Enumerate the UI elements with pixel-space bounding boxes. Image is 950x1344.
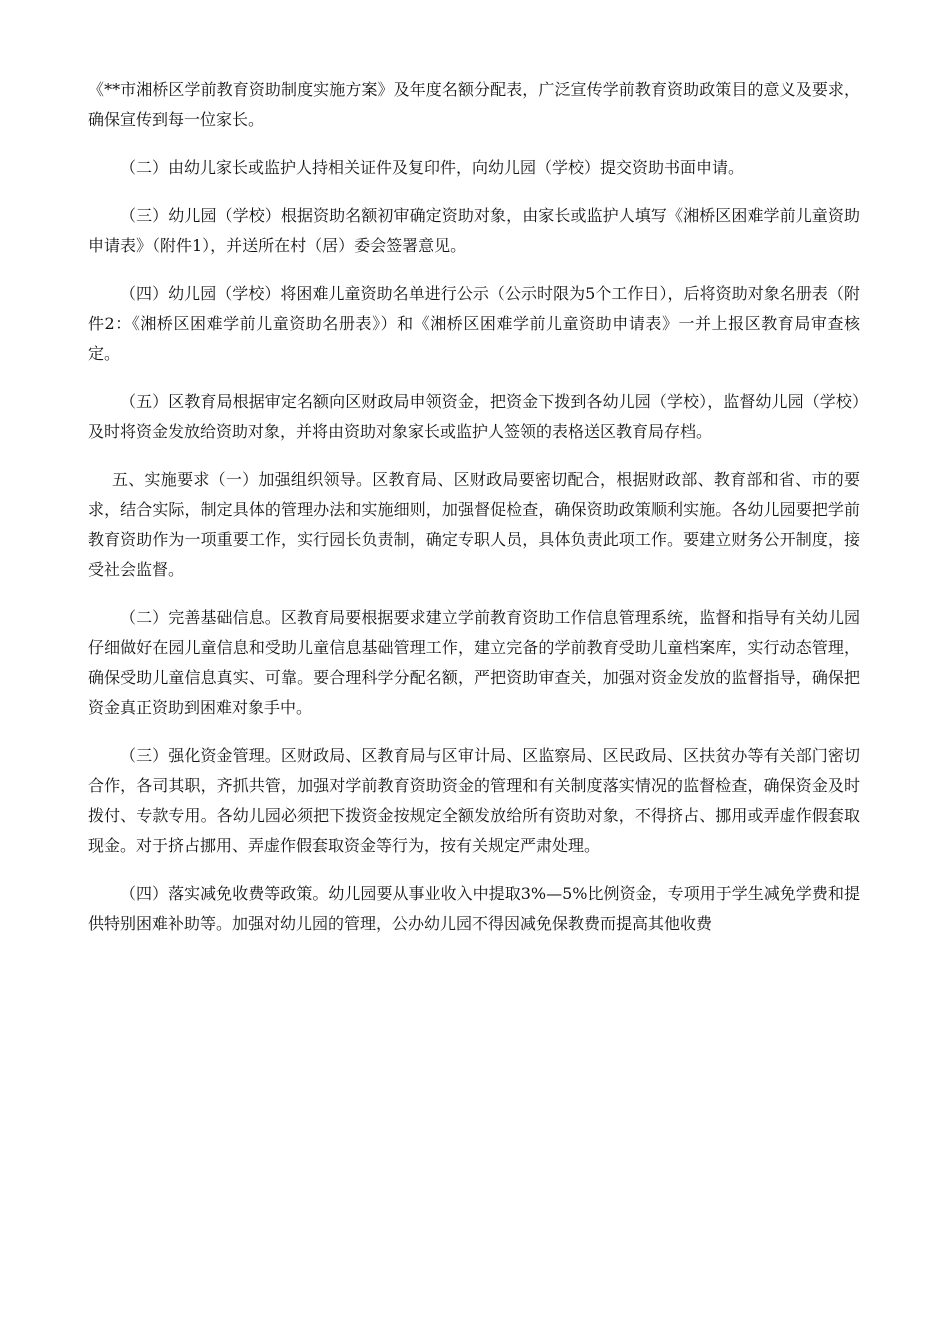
paragraph-step-5: （五）区教育局根据审定名额向区财政局申领资金，把资金下拨到各幼儿园（学校），监督幼儿园（学校）及时将资金发放给资助对象，并将由资助对象家长或监护人签领的表格送区教育局存档。 xyxy=(88,392,860,441)
paragraph-continuation: 《**市湘桥区学前教育资助制度实施方案》及年度名额分配表，广泛宣传学前教育资助政策目的意义及要求，确保宣传到每一位家长。 xyxy=(88,80,860,129)
paragraph-section-5-requirements: 五、实施要求（一）加强组织领导。区教育局、区财政局要密切配合，根据财政部、教育部和省、市的要求，结合实际，制定具体的管理办法和实施细则，加强督促检查，确保资助政策顺利实施。各幼儿园要把学前教育资助作为一项重要工作，实行园长负责制，确定专职人员，具体负责此项工作。要建立财务公开制度，接受社会监督。 xyxy=(88,470,860,579)
paragraph-step-2: （二）由幼儿家长或监护人持相关证件及复印件，向幼儿园（学校）提交资助书面申请。 xyxy=(120,158,745,177)
document-page xyxy=(88,75,860,957)
paragraph-requirement-2: （二）完善基础信息。区教育局要根据要求建立学前教育资助工作信息管理系统，监督和指导有关幼儿园仔细做好在园儿童信息和受助儿童信息基础管理工作，建立完备的学前教育受助儿童档案库，实行动态管理，确保受助儿童信息真实、可靠。要合理科学分配名额，严把资助审查关，加强对资金发放的监督指导，确保把资金真正资助到困难对象手中。 xyxy=(88,608,860,717)
paragraph-requirement-4: （四）落实减免收费等政策。幼儿园要从事业收入中提取3%—5%比例资金，专项用于学生减免学费和提供特别困难补助等。加强对幼儿园的管理，公办幼儿园不得因减免保教费而提高其他收费 xyxy=(88,884,860,933)
paragraph-requirement-3: （三）强化资金管理。区财政局、区教育局与区审计局、区监察局、区民政局、区扶贫办等有关部门密切合作，各司其职，齐抓共管，加强对学前教育资助资金的管理和有关制度落实情况的监督检查，确保资金及时拨付、专款专用。各幼儿园必须把下拨资金按规定全额发放给所有资助对象，不得挤占、挪用或弄虚作假套取现金。对于挤占挪用、弄虚作假套取资金等行为，按有关规定严肃处理。 xyxy=(88,746,860,855)
paragraph-step-4: （四）幼儿园（学校）将困难儿童资助名单进行公示（公示时限为5个工作日），后将资助对象名册表（附件2：《湘桥区困难学前儿童资助名册表》）和《湘桥区困难学前儿童资助申请表》一并上报区教育局审查核定。 xyxy=(88,284,860,363)
paragraph-step-3: （三）幼儿园（学校）根据资助名额初审确定资助对象，由家长或监护人填写《湘桥区困难学前儿童资助申请表》（附件1），并送所在村（居）委会签署意见。 xyxy=(88,206,860,255)
